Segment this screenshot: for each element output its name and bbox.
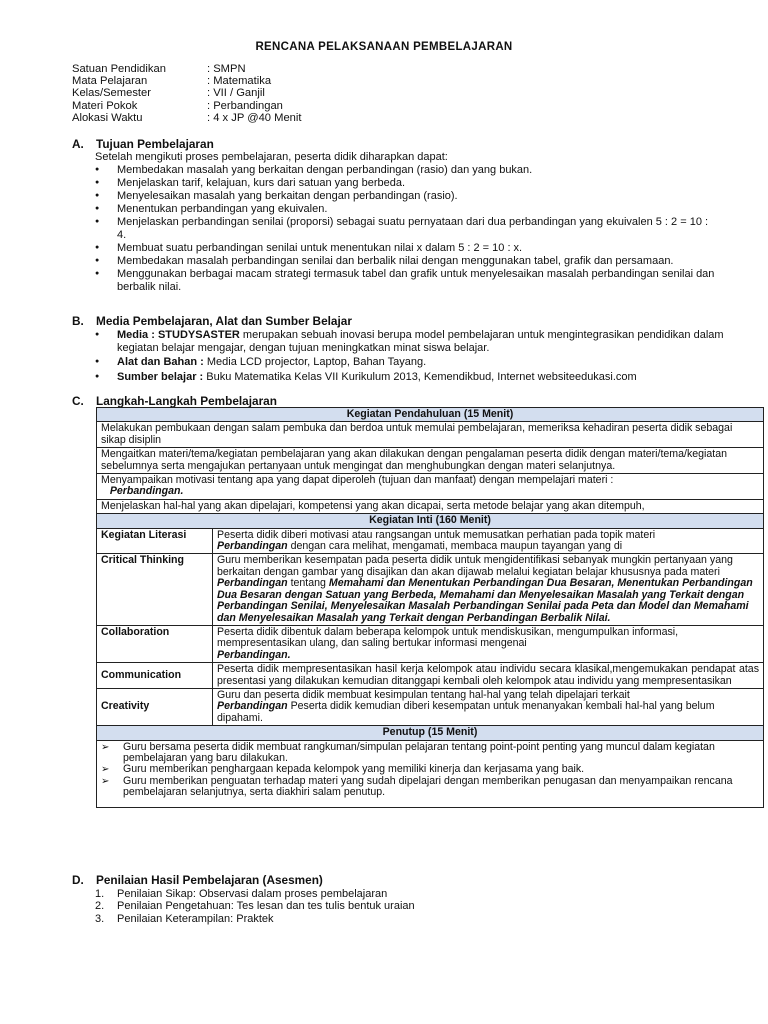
list-item: 2. Penilaian Pengetahuan: Tes lesan dan tes tulis bentuk uraian [95, 900, 415, 913]
meta-row [72, 112, 301, 124]
list-item: ● Membedakan masalah yang berkaitan dengan perbandingan (rasio) dan yang bukan. [95, 164, 715, 177]
section-b-heading: B. Media Pembelajaran, Alat dan Sumber Belajar [72, 314, 352, 328]
list-item: ● Sumber belajar : Buku Matematika Kelas VII Kurikulum 2013, Kemendikbud, Internet websiteedukasi.com [95, 371, 725, 384]
meta-row [72, 87, 301, 99]
list-item: ➢ Guru memberikan penghargaan kepada kelompok yang memiliki kinerja dan kerjasama yang baik. [101, 764, 759, 775]
table-row [97, 528, 764, 554]
activity-label: Creativity [97, 688, 213, 725]
list-item: ● Membedakan masalah perbandingan senilai dan berbalik nilai dengan menggunakan tabel, grafik dan persamaan. [95, 255, 715, 268]
table-cell: Mengaitkan materi/tema/kegiatan pembelajaran yang akan dilakukan dengan pengalaman peserta didik dengan materi/tema/kegiatan sebelumnya serta mengajukan pertanyaan untuk mengingat dan menghubungkan dengan materi selanjutnya. [97, 448, 764, 474]
activity-text: Peserta didik mempresentasikan hasil kerja kelompok atau individu secara klasikal,mengemukakan pendapat atas presentasi yang dilakukan kemudian ditanggapi kembali oleh kelompok atau individu yang mempresentasikan [213, 663, 764, 689]
list-item: ➢ Guru memberikan penguatan terhadap materi yang sudah dipelajari dengan memberikan penugasan dan menyampaikan rencana pembelajaran selanjutnya, serta diakhiri salam penutup. [101, 776, 759, 799]
activity-text: Guru dan peserta didik membuat kesimpulan tentang hal-hal yang telah dipelajari terkait Perbandingan Peserta didik kemudian diberi kesempatan untuk menanyakan kembali hal-hal yang belum dipahami. [213, 688, 764, 725]
table-row [97, 740, 764, 807]
table-row [97, 499, 764, 513]
table-cell: Melakukan pembukaan dengan salam pembuka dan berdoa untuk memulai pembelajaran, memeriksa kehadiran peserta didik sebagai sikap disiplin [97, 422, 764, 448]
table-row [97, 408, 764, 422]
list-item: ● Media : STUDYSASTER merupakan sebuah inovasi berupa model pembelajaran untuk mengintegrasikan pendidikan dalam kegiatan belajar mengajar, dengan tujuan meningkatkan minat siswa belajar. [95, 329, 725, 354]
media-list [95, 329, 725, 384]
list-item: ● Menentukan perbandingan yang ekuivalen. [95, 203, 715, 216]
pendahuluan-header: Kegiatan Pendahuluan (15 Menit) [97, 408, 764, 422]
activity-label: Kegiatan Literasi [97, 528, 213, 554]
activity-text: Guru memberikan kesempatan pada peserta didik untuk mengidentifikasi sebanyak mungkin pertanyaan yang berkaitan dengan gambar yang disajikan dan akan dijawab melalui kegiatan belajar khususnya pada materi Perbandingan tentang Memahami dan Menentukan Perbandingan Dua Besaran, Menentukan Perbandingan Dua Besaran dengan Satuan yang Berbeda, Memahami dan Menyelesaikan Masalah yang Terkait dengan Perbandingan Senilai, Menyelesaikan Masalah Perbandingan Senilai pada Peta dan Model dan Memahami dan Menyelesaikan Masalah yang Terkait dengan Perbandingan Berbalik Nilai. [213, 554, 764, 625]
assessment-list [95, 888, 415, 925]
section-d-heading: D. Penilaian Hasil Pembelajaran (Asesmen) [72, 873, 323, 887]
table-row [97, 688, 764, 725]
list-item: ➢ Guru bersama peserta didik membuat rangkuman/simpulan pelajaran tentang point-point penting yang muncul dalam kegiatan pembelajaran yang baru dilakukan. [101, 742, 759, 765]
list-item: ● Menggunakan berbagai macam strategi termasuk tabel dan grafik untuk menyelesaikan masalah perbandingan senilai dan berbalik nilai. [95, 268, 715, 293]
topic-emphasis: Perbandingan. [109, 485, 184, 498]
meta-label: Mata Pelajaran [72, 75, 148, 88]
list-item: ● Menjelaskan perbandingan senilai (proporsi) sebagai suatu pernyataan dari dua perbandingan yang ekuivalen 5 : 2 = 10 : 4. [95, 216, 715, 241]
activity-text: Peserta didik dibentuk dalam beberapa kelompok untuk mendiskusikan, mengumpulkan informasi, mempresentasikan ulang, dan saling bertukar informasi mengenai Perbandingan. [213, 625, 764, 662]
meta-label: Alokasi Waktu [72, 111, 143, 124]
section-c-heading: C. Langkah-Langkah Pembelajaran [72, 394, 277, 408]
table-row [97, 554, 764, 625]
meta-value: : 4 x JP @40 Menit [207, 111, 302, 124]
list-item: ● Menjelaskan tarif, kelajuan, kurs dari satuan yang berbeda. [95, 177, 715, 190]
penutup-cell [97, 740, 764, 807]
meta-label: Materi Pokok [72, 99, 138, 112]
section-a-intro: Setelah mengikuti proses pembelajaran, peserta didik diharapkan dapat: [95, 151, 448, 163]
penutup-header: Penutup (15 Menit) [97, 726, 764, 740]
table-row [97, 422, 764, 448]
meta-row [72, 75, 301, 87]
meta-value: : Perbandingan [207, 99, 283, 112]
table-cell: Menyampaikan motivasi tentang apa yang dapat diperoleh (tujuan dan manfaat) dengan mempelajari materi : Perbandingan. [97, 474, 764, 500]
table-row [97, 726, 764, 740]
inti-header: Kegiatan Inti (160 Menit) [97, 514, 764, 528]
identity-block [72, 63, 301, 124]
document-title: RENCANA PELAKSANAAN PEMBELAJARAN [255, 41, 513, 53]
table-cell: Menjelaskan hal-hal yang akan dipelajari, kompetensi yang akan dicapai, serta metode belajar yang akan ditempuh, [97, 499, 764, 513]
list-item: 3. Penilaian Keterampilan: Praktek [95, 912, 274, 925]
meta-label: Satuan Pendidikan [72, 63, 166, 75]
list-item: 1. Penilaian Sikap: Observasi dalam proses pembelajaran [95, 888, 388, 900]
activity-label: Critical Thinking [97, 554, 213, 625]
meta-row [72, 100, 301, 112]
meta-value: : SMPN [207, 63, 246, 75]
list-item: ● Alat dan Bahan : Media LCD projector, Laptop, Bahan Tayang. [95, 356, 725, 369]
meta-value: : Matematika [207, 75, 272, 88]
objectives-list [95, 164, 715, 294]
table-row [97, 663, 764, 689]
learning-steps-table [96, 407, 764, 808]
table-row [97, 474, 764, 500]
table-row [97, 625, 764, 662]
table-row [97, 514, 764, 528]
meta-value: : VII / Ganjil [207, 87, 265, 100]
activity-label: Communication [97, 663, 213, 689]
list-item: ● Menyelesaikan masalah yang berkaitan dengan perbandingan (rasio). [95, 190, 715, 203]
meta-label: Kelas/Semester [72, 87, 151, 100]
list-item: ● Membuat suatu perbandingan senilai untuk menentukan nilai x dalam 5 : 2 = 10 : x. [95, 242, 715, 255]
meta-row [72, 63, 301, 75]
activity-label: Collaboration [97, 625, 213, 662]
activity-text: Peserta didik diberi motivasi atau rangsangan untuk memusatkan perhatian pada topik materi Perbandingan dengan cara melihat, mengamati, membaca maupun tayangan yang di [213, 528, 764, 554]
table-row [97, 448, 764, 474]
section-a-heading: A. Tujuan Pembelajaran [72, 137, 214, 151]
